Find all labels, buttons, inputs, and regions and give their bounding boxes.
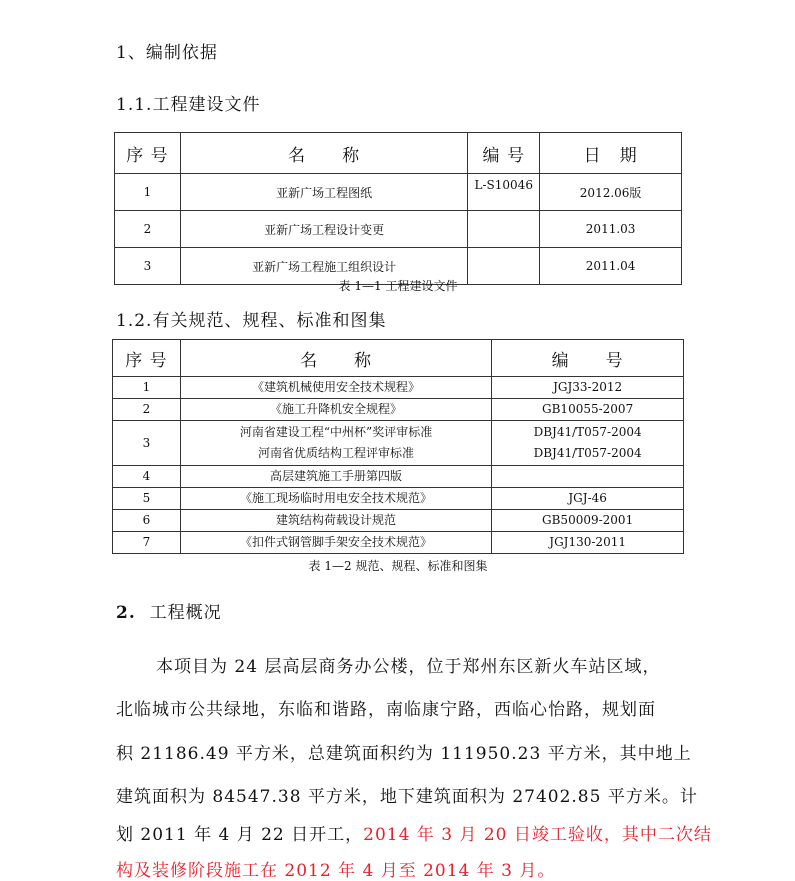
header-seq: 序 号 xyxy=(113,340,181,377)
header-date: 日 期 xyxy=(540,133,682,174)
table-row xyxy=(113,510,684,532)
section-2-heading xyxy=(116,598,222,623)
table-row xyxy=(113,421,684,466)
cell-seq: 7 xyxy=(113,532,181,554)
cell-seq: 1 xyxy=(113,377,181,399)
paragraph-line-6: 构及装修阶段施工在 2012 年 4 月至 2014 年 3 月。 xyxy=(116,861,556,881)
cell-code xyxy=(492,421,684,466)
header-seq: 序 号 xyxy=(115,133,181,174)
table-1-1-caption: 表 1—1 工程建设文件 xyxy=(338,279,458,293)
section-2-number: 2. xyxy=(116,603,136,623)
cell-date: 2011.04 xyxy=(540,248,682,285)
table-row xyxy=(115,174,682,211)
cell-date: 2012.06版 xyxy=(540,174,682,211)
section-1-heading: 1、编制依据 xyxy=(116,43,218,63)
table-row xyxy=(113,377,684,399)
cell-name: 亚新广场工程施工组织设计 xyxy=(180,248,467,285)
cell-seq: 6 xyxy=(113,510,181,532)
cell-seq: 1 xyxy=(115,174,181,211)
cell-name: 《施工升降机安全规程》 xyxy=(180,399,491,421)
cell-name: 《施工现场临时用电安全技术规范》 xyxy=(180,488,491,510)
table-header-row xyxy=(113,340,684,377)
paragraph-line-1: 本项目为 24 层高层商务办公楼，位于郑州东区新火车站区域， xyxy=(156,657,661,677)
header-code: 编 号 xyxy=(492,340,684,377)
cell-code: L-S10046 xyxy=(468,174,540,211)
cell-name xyxy=(180,421,491,466)
line-5-black-text: 划 2011 年 4 月 22 日开工， xyxy=(116,825,364,845)
table-1-2-caption: 表 1—2 规范、规程、标准和图集 xyxy=(308,559,488,573)
cell-seq: 2 xyxy=(115,211,181,248)
cell-name: 建筑结构荷载设计规范 xyxy=(180,510,491,532)
cell-code xyxy=(468,211,540,248)
header-name: 名 称 xyxy=(180,133,467,174)
cell-name-line-2: 河南省优质结构工程评审标准 xyxy=(258,446,415,460)
header-name: 名 称 xyxy=(180,340,491,377)
cell-code-line-2: DBJ41/T057-2004 xyxy=(533,446,642,460)
cell-code: GB50009-2001 xyxy=(492,510,684,532)
cell-name: 亚新广场工程设计变更 xyxy=(180,211,467,248)
cell-seq: 5 xyxy=(113,488,181,510)
cell-seq: 3 xyxy=(113,421,181,466)
table-row xyxy=(115,211,682,248)
cell-code: JGJ-46 xyxy=(492,488,684,510)
table-header-row xyxy=(115,133,682,174)
cell-name-line-1: 河南省建设工程“中州杯”奖评审标准 xyxy=(239,425,433,439)
section-2-title: 工程概况 xyxy=(149,603,222,623)
cell-name: 《建筑机械使用安全技术规程》 xyxy=(180,377,491,399)
cell-name: 高层建筑施工手册第四版 xyxy=(180,466,491,488)
table-row xyxy=(113,399,684,421)
cell-seq: 3 xyxy=(115,248,181,285)
section-1-1-heading: 1.1.工程建设文件 xyxy=(116,95,261,115)
cell-code-line-1: DBJ41/T057-2004 xyxy=(533,425,642,439)
cell-code: GB10055-2007 xyxy=(492,399,684,421)
construction-documents-table xyxy=(114,132,682,285)
table-row xyxy=(113,532,684,554)
paragraph-line-5 xyxy=(116,820,712,845)
table-row xyxy=(113,466,684,488)
cell-name: 亚新广场工程图纸 xyxy=(180,174,467,211)
section-1-2-heading: 1.2.有关规范、规程、标准和图集 xyxy=(116,311,387,331)
paragraph-line-4: 建筑面积为 84547.38 平方米，地下建筑面积为 27402.85 平方米。计 xyxy=(116,787,698,807)
header-code: 编 号 xyxy=(468,133,540,174)
cell-date: 2011.03 xyxy=(540,211,682,248)
cell-seq: 4 xyxy=(113,466,181,488)
cell-code: JGJ130-2011 xyxy=(492,532,684,554)
cell-code: JGJ33-2012 xyxy=(492,377,684,399)
paragraph-line-2: 北临城市公共绿地，东临和谐路，南临康宁路，西临心怡路，规划面 xyxy=(116,700,656,720)
table-row xyxy=(113,488,684,510)
cell-seq: 2 xyxy=(113,399,181,421)
line-5-red-text: 2014 年 3 月 20 日竣工验收，其中二次结 xyxy=(363,825,712,845)
cell-name: 《扣件式钢管脚手架安全技术规范》 xyxy=(180,532,491,554)
paragraph-line-3: 积 21186.49 平方米，总建筑面积约为 111950.23 平方米，其中地上 xyxy=(116,744,692,764)
cell-code xyxy=(492,466,684,488)
standards-table xyxy=(112,339,684,554)
